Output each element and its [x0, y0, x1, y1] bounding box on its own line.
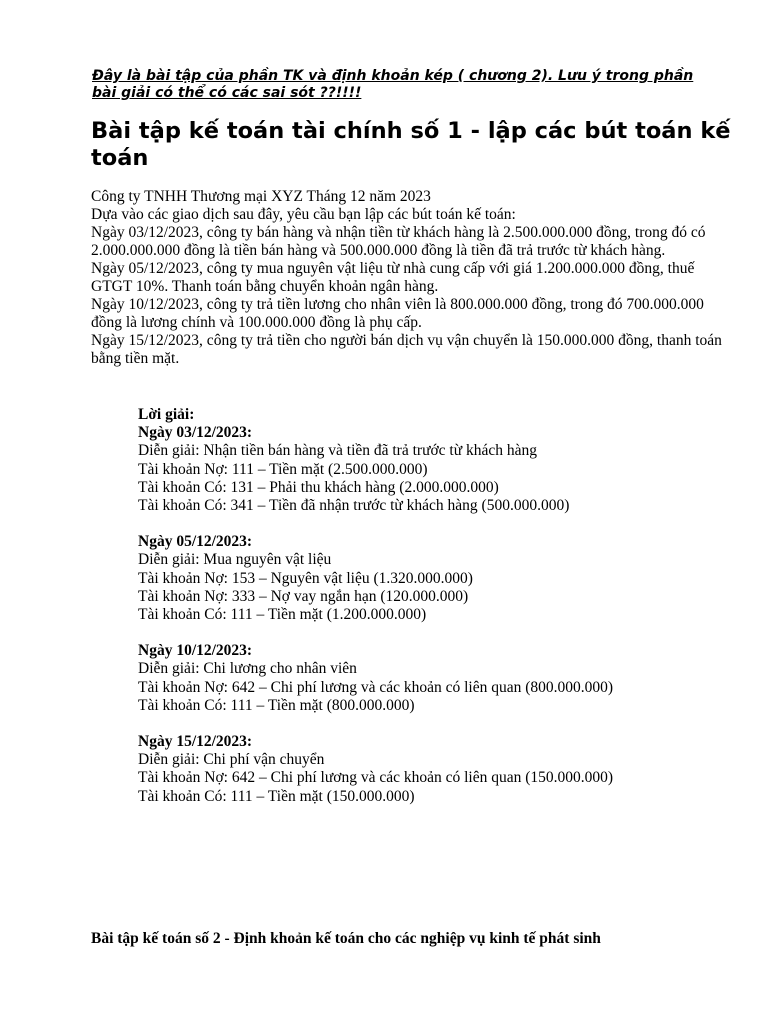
journal-entry [138, 642, 738, 715]
transaction-line: Ngày 05/12/2023, công ty mua nguyên vật liệu từ nhà cung cấp với giá 1.200.000.000 đồng, thuế GTGT 10%. Thanh toán bằng chuyển khoản ngân hàng. [91, 260, 695, 295]
solution-heading: Lời giải: [138, 406, 195, 423]
entry-line: Tài khoản Nợ: 642 – Chi phí lương và các khoản có liên quan (800.000.000) [138, 678, 614, 696]
note-header: Đây là bài tập của phần TK và định khoản kép ( chương 2). Lưu ý trong phần bài giải có thể có các sai sót ??!!!! [92, 68, 694, 101]
entry-date: Ngày 15/12/2023: [138, 733, 253, 751]
entry-line: Tài khoản Có: 341 – Tiền đã nhận trước từ khách hàng (500.000.000) [138, 497, 570, 515]
entry-line: Tài khoản Có: 131 – Phải thu khách hàng (2.000.000.000) [138, 478, 499, 496]
entry-date: Ngày 03/12/2023: [138, 424, 253, 442]
entry-line: Diễn giải: Nhận tiền bán hàng và tiền đã trả trước từ khách hàng [138, 442, 538, 460]
entry-line: Tài khoản Nợ: 642 – Chi phí lương và các khoản có liên quan (150.000.000) [138, 769, 614, 787]
page-title: Bài tập kế toán tài chính số 1 - lập các bút toán kế toán [91, 118, 731, 171]
transaction-line: Ngày 15/12/2023, công ty trả tiền cho người bán dịch vụ vận chuyển là 150.000.000 đồng, thanh toán bằng tiền mặt. [91, 332, 722, 367]
entry-line: Tài khoản Nợ: 333 – Nợ vay ngắn hạn (120.000.000) [138, 587, 469, 605]
entry-line: Tài khoản Có: 111 – Tiền mặt (800.000.000) [138, 696, 415, 714]
instruction-line: Dựa vào các giao dịch sau đây, yêu cầu bạn lập các bút toán kế toán: [91, 206, 516, 223]
journal-entry [138, 533, 738, 624]
entry-line: Diễn giải: Chi lương cho nhân viên [138, 660, 357, 678]
entry-line: Diễn giải: Mua nguyên vật liệu [138, 551, 332, 569]
entry-line: Tài khoản Nợ: 153 – Nguyên vật liệu (1.320.000.000) [138, 569, 473, 587]
company-line: Công ty TNHH Thương mại XYZ Tháng 12 năm 2023 [91, 188, 431, 205]
entry-line: Tài khoản Có: 111 – Tiền mặt (150.000.000) [138, 787, 415, 805]
section-2-title: Bài tập kế toán số 2 - Định khoản kế toán cho các nghiệp vụ kinh tế phát sinh [91, 930, 601, 947]
transaction-line: Ngày 03/12/2023, công ty bán hàng và nhận tiền từ khách hàng là 2.500.000.000 đồng, trong đó có 2.000.000.000 đồng là tiền bán hàng và 500.000.000 đồng là tiền đã trả trước từ khách hàng. [91, 224, 706, 259]
transaction-line: Ngày 10/12/2023, công ty trả tiền lương cho nhân viên là 800.000.000 đồng, trong đó 700.000.000 đồng là lương chính và 100.000.000 đồng là phụ cấp. [91, 296, 704, 331]
entry-line: Tài khoản Có: 111 – Tiền mặt (1.200.000.000) [138, 606, 427, 624]
entry-date: Ngày 10/12/2023: [138, 642, 253, 660]
solution-section [138, 406, 738, 824]
entry-line: Diễn giải: Chi phí vận chuyển [138, 751, 325, 769]
journal-entry [138, 733, 738, 806]
problem-statement [91, 188, 731, 368]
entry-line: Tài khoản Nợ: 111 – Tiền mặt (2.500.000.000) [138, 460, 428, 478]
journal-entry [138, 424, 738, 515]
entry-date: Ngày 05/12/2023: [138, 533, 253, 551]
